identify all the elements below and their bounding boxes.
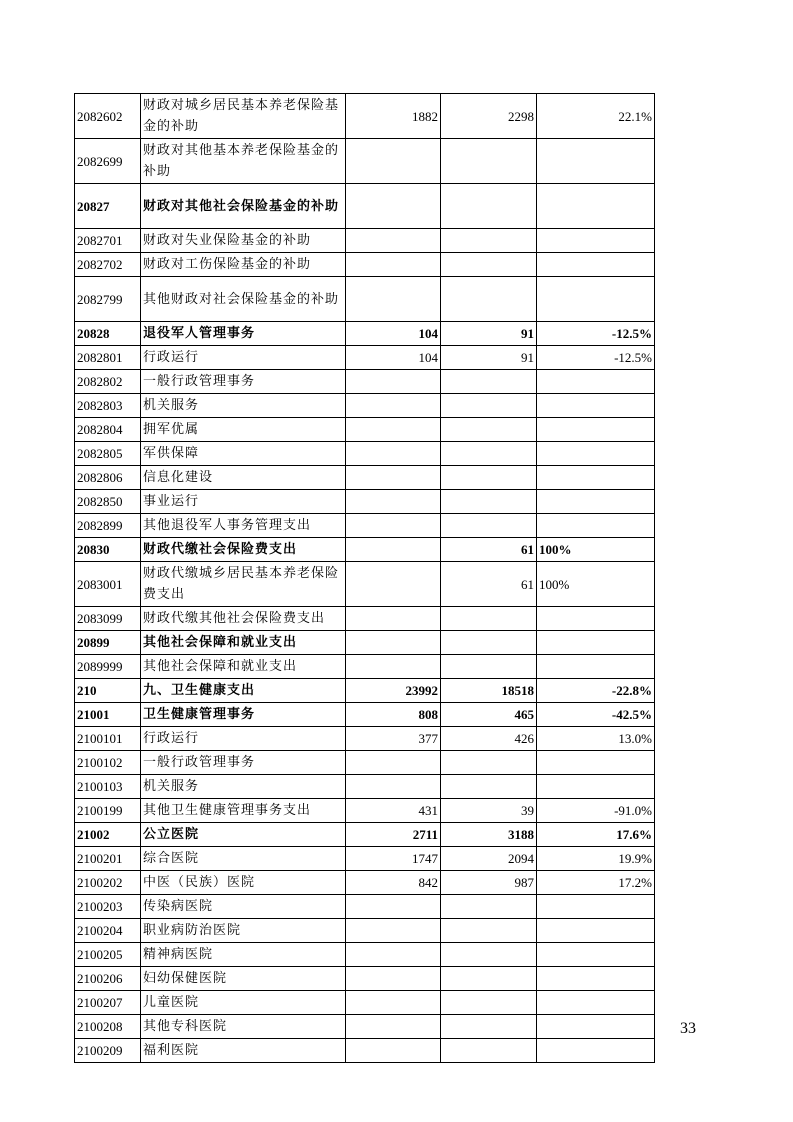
cell-code: 2100103 xyxy=(75,775,141,799)
table-row xyxy=(75,562,655,607)
cell-percent xyxy=(537,253,655,277)
cell-percent: -12.5% xyxy=(537,346,655,370)
cell-value-1 xyxy=(346,991,441,1015)
cell-name: 财政对失业保险基金的补助 xyxy=(141,229,346,253)
cell-name: 儿童医院 xyxy=(141,991,346,1015)
cell-name: 一般行政管理事务 xyxy=(141,751,346,775)
cell-code: 2100204 xyxy=(75,919,141,943)
cell-name: 综合医院 xyxy=(141,847,346,871)
cell-percent: 100% xyxy=(537,538,655,562)
cell-name: 财政代缴社会保险费支出 xyxy=(141,538,346,562)
cell-value-1 xyxy=(346,490,441,514)
cell-value-1 xyxy=(346,607,441,631)
table-row xyxy=(75,967,655,991)
cell-name: 退役军人管理事务 xyxy=(141,322,346,346)
cell-value-1 xyxy=(346,775,441,799)
table-row xyxy=(75,466,655,490)
cell-name: 卫生健康管理事务 xyxy=(141,703,346,727)
cell-name: 福利医院 xyxy=(141,1039,346,1063)
cell-percent xyxy=(537,1039,655,1063)
cell-percent xyxy=(537,490,655,514)
cell-name: 公立医院 xyxy=(141,823,346,847)
cell-code: 21002 xyxy=(75,823,141,847)
cell-value-2 xyxy=(441,370,537,394)
cell-code: 20828 xyxy=(75,322,141,346)
cell-value-2: 61 xyxy=(441,562,537,607)
table-row xyxy=(75,253,655,277)
table-row xyxy=(75,631,655,655)
cell-code: 2100205 xyxy=(75,943,141,967)
cell-value-1 xyxy=(346,229,441,253)
cell-percent xyxy=(537,655,655,679)
cell-value-2 xyxy=(441,607,537,631)
cell-code: 2082802 xyxy=(75,370,141,394)
cell-code: 2082702 xyxy=(75,253,141,277)
cell-name: 其他财政对社会保险基金的补助 xyxy=(141,277,346,322)
table-row xyxy=(75,823,655,847)
cell-value-1 xyxy=(346,895,441,919)
cell-name: 中医（民族）医院 xyxy=(141,871,346,895)
cell-name: 其他退役军人事务管理支出 xyxy=(141,514,346,538)
cell-percent xyxy=(537,943,655,967)
cell-value-1: 431 xyxy=(346,799,441,823)
table-row xyxy=(75,895,655,919)
cell-value-2 xyxy=(441,490,537,514)
cell-percent xyxy=(537,394,655,418)
cell-value-2 xyxy=(441,631,537,655)
cell-name: 其他社会保障和就业支出 xyxy=(141,655,346,679)
cell-percent xyxy=(537,919,655,943)
cell-name: 行政运行 xyxy=(141,346,346,370)
cell-code: 2100206 xyxy=(75,967,141,991)
cell-value-1 xyxy=(346,253,441,277)
cell-name: 财政对城乡居民基本养老保险基金的补助 xyxy=(141,94,346,139)
cell-code: 2082801 xyxy=(75,346,141,370)
cell-value-2 xyxy=(441,1015,537,1039)
cell-value-1: 842 xyxy=(346,871,441,895)
cell-value-2 xyxy=(441,895,537,919)
cell-name: 财政对其他基本养老保险基金的补助 xyxy=(141,139,346,184)
cell-percent: 17.6% xyxy=(537,823,655,847)
cell-name: 财政对其他社会保险基金的补助 xyxy=(141,184,346,229)
table-row xyxy=(75,655,655,679)
cell-percent xyxy=(537,184,655,229)
cell-value-2: 91 xyxy=(441,322,537,346)
cell-name: 九、卫生健康支出 xyxy=(141,679,346,703)
cell-value-2: 91 xyxy=(441,346,537,370)
cell-code: 2100208 xyxy=(75,1015,141,1039)
cell-code: 2100202 xyxy=(75,871,141,895)
cell-code: 21001 xyxy=(75,703,141,727)
cell-code: 2083099 xyxy=(75,607,141,631)
cell-value-1 xyxy=(346,655,441,679)
cell-value-2: 2298 xyxy=(441,94,537,139)
cell-value-2 xyxy=(441,184,537,229)
cell-code: 2082806 xyxy=(75,466,141,490)
cell-value-2 xyxy=(441,967,537,991)
cell-name: 机关服务 xyxy=(141,775,346,799)
cell-code: 2100101 xyxy=(75,727,141,751)
cell-name: 其他社会保障和就业支出 xyxy=(141,631,346,655)
cell-value-2: 18518 xyxy=(441,679,537,703)
cell-percent: 13.0% xyxy=(537,727,655,751)
cell-value-2: 987 xyxy=(441,871,537,895)
cell-value-1 xyxy=(346,139,441,184)
cell-name: 军供保障 xyxy=(141,442,346,466)
cell-value-2 xyxy=(441,229,537,253)
cell-percent xyxy=(537,775,655,799)
cell-name: 机关服务 xyxy=(141,394,346,418)
cell-percent xyxy=(537,229,655,253)
table-row xyxy=(75,277,655,322)
cell-value-2 xyxy=(441,991,537,1015)
table-row xyxy=(75,1039,655,1063)
cell-percent: -22.8% xyxy=(537,679,655,703)
cell-code: 2082804 xyxy=(75,418,141,442)
cell-code: 20830 xyxy=(75,538,141,562)
cell-code: 2082805 xyxy=(75,442,141,466)
cell-code: 2100102 xyxy=(75,751,141,775)
cell-name: 妇幼保健医院 xyxy=(141,967,346,991)
table-row xyxy=(75,919,655,943)
cell-value-1 xyxy=(346,394,441,418)
table-row xyxy=(75,139,655,184)
cell-percent: -42.5% xyxy=(537,703,655,727)
cell-name: 财政代缴其他社会保险费支出 xyxy=(141,607,346,631)
table-row xyxy=(75,418,655,442)
table-row xyxy=(75,442,655,466)
table-row xyxy=(75,184,655,229)
table-row xyxy=(75,1015,655,1039)
cell-code: 2082899 xyxy=(75,514,141,538)
cell-value-2 xyxy=(441,514,537,538)
table-row xyxy=(75,94,655,139)
table-row xyxy=(75,751,655,775)
cell-percent xyxy=(537,967,655,991)
page-number: 33 xyxy=(680,1020,696,1037)
cell-value-2: 426 xyxy=(441,727,537,751)
cell-name: 信息化建设 xyxy=(141,466,346,490)
cell-percent: -12.5% xyxy=(537,322,655,346)
cell-value-2 xyxy=(441,775,537,799)
cell-value-2 xyxy=(441,1039,537,1063)
table-row xyxy=(75,775,655,799)
cell-percent xyxy=(537,277,655,322)
cell-percent xyxy=(537,139,655,184)
cell-name: 其他专科医院 xyxy=(141,1015,346,1039)
cell-code: 2100209 xyxy=(75,1039,141,1063)
cell-value-1: 104 xyxy=(346,322,441,346)
cell-value-1: 2711 xyxy=(346,823,441,847)
cell-percent xyxy=(537,466,655,490)
cell-value-2: 3188 xyxy=(441,823,537,847)
cell-value-1 xyxy=(346,184,441,229)
cell-value-2 xyxy=(441,919,537,943)
table-row xyxy=(75,394,655,418)
cell-value-2 xyxy=(441,442,537,466)
cell-code: 2100201 xyxy=(75,847,141,871)
cell-percent xyxy=(537,991,655,1015)
table-row xyxy=(75,490,655,514)
table-row xyxy=(75,370,655,394)
cell-code: 2083001 xyxy=(75,562,141,607)
table-row xyxy=(75,943,655,967)
cell-value-1: 377 xyxy=(346,727,441,751)
table-body xyxy=(75,94,655,1063)
cell-value-1: 1882 xyxy=(346,94,441,139)
cell-value-1 xyxy=(346,943,441,967)
cell-percent xyxy=(537,370,655,394)
cell-value-1 xyxy=(346,370,441,394)
cell-value-2: 61 xyxy=(441,538,537,562)
cell-code: 20827 xyxy=(75,184,141,229)
cell-percent xyxy=(537,895,655,919)
cell-value-2 xyxy=(441,139,537,184)
cell-value-2 xyxy=(441,751,537,775)
table-row xyxy=(75,322,655,346)
table-row xyxy=(75,847,655,871)
cell-code: 2089999 xyxy=(75,655,141,679)
cell-percent xyxy=(537,751,655,775)
cell-code: 20899 xyxy=(75,631,141,655)
cell-value-2: 39 xyxy=(441,799,537,823)
cell-value-1 xyxy=(346,514,441,538)
cell-code: 2082699 xyxy=(75,139,141,184)
table-row xyxy=(75,679,655,703)
table-row xyxy=(75,703,655,727)
cell-value-1 xyxy=(346,466,441,490)
cell-percent xyxy=(537,418,655,442)
cell-code: 2082799 xyxy=(75,277,141,322)
cell-percent xyxy=(537,442,655,466)
cell-value-1 xyxy=(346,442,441,466)
cell-percent xyxy=(537,1015,655,1039)
table-row xyxy=(75,607,655,631)
cell-name: 拥军优属 xyxy=(141,418,346,442)
cell-value-1 xyxy=(346,538,441,562)
table-row xyxy=(75,538,655,562)
table-row xyxy=(75,727,655,751)
table-row xyxy=(75,346,655,370)
cell-percent: 17.2% xyxy=(537,871,655,895)
cell-percent: -91.0% xyxy=(537,799,655,823)
cell-name: 职业病防治医院 xyxy=(141,919,346,943)
cell-value-1: 23992 xyxy=(346,679,441,703)
cell-name: 其他卫生健康管理事务支出 xyxy=(141,799,346,823)
cell-code: 2082850 xyxy=(75,490,141,514)
cell-name: 财政代缴城乡居民基本养老保险费支出 xyxy=(141,562,346,607)
cell-code: 210 xyxy=(75,679,141,703)
table-row xyxy=(75,871,655,895)
cell-value-2 xyxy=(441,466,537,490)
cell-percent: 22.1% xyxy=(537,94,655,139)
cell-value-1: 1747 xyxy=(346,847,441,871)
cell-code: 2082701 xyxy=(75,229,141,253)
cell-percent xyxy=(537,631,655,655)
budget-table xyxy=(74,93,655,1063)
cell-value-2 xyxy=(441,655,537,679)
cell-percent: 19.9% xyxy=(537,847,655,871)
cell-value-2 xyxy=(441,277,537,322)
cell-value-1 xyxy=(346,751,441,775)
cell-value-2 xyxy=(441,418,537,442)
table-row xyxy=(75,991,655,1015)
cell-value-1 xyxy=(346,1039,441,1063)
cell-name: 行政运行 xyxy=(141,727,346,751)
cell-code: 2082803 xyxy=(75,394,141,418)
cell-name: 传染病医院 xyxy=(141,895,346,919)
cell-name: 一般行政管理事务 xyxy=(141,370,346,394)
cell-code: 2100203 xyxy=(75,895,141,919)
cell-name: 精神病医院 xyxy=(141,943,346,967)
cell-code: 2100207 xyxy=(75,991,141,1015)
cell-value-1 xyxy=(346,1015,441,1039)
cell-code: 2082602 xyxy=(75,94,141,139)
table-row xyxy=(75,514,655,538)
cell-value-2 xyxy=(441,394,537,418)
cell-percent xyxy=(537,514,655,538)
cell-value-1 xyxy=(346,919,441,943)
cell-value-1: 808 xyxy=(346,703,441,727)
cell-value-1: 104 xyxy=(346,346,441,370)
cell-code: 2100199 xyxy=(75,799,141,823)
table-row xyxy=(75,229,655,253)
cell-value-2: 2094 xyxy=(441,847,537,871)
table-row xyxy=(75,799,655,823)
cell-value-1 xyxy=(346,967,441,991)
cell-value-1 xyxy=(346,277,441,322)
cell-value-2 xyxy=(441,253,537,277)
cell-value-1 xyxy=(346,418,441,442)
cell-value-2: 465 xyxy=(441,703,537,727)
cell-name: 事业运行 xyxy=(141,490,346,514)
cell-value-1 xyxy=(346,562,441,607)
cell-percent xyxy=(537,607,655,631)
cell-value-2 xyxy=(441,943,537,967)
cell-percent: 100% xyxy=(537,562,655,607)
cell-value-1 xyxy=(346,631,441,655)
cell-name: 财政对工伤保险基金的补助 xyxy=(141,253,346,277)
